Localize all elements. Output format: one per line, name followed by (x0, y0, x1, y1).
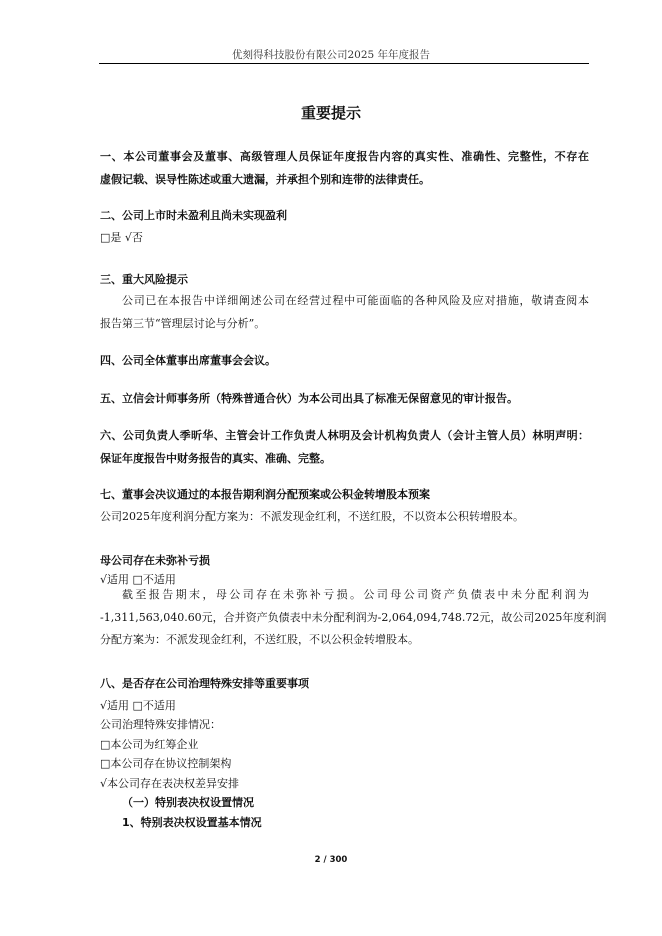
section-1-line-2: 虚假记载、误导性陈述或重大遗漏，并承担个别和连带的法律责任。 (100, 173, 430, 186)
section-8-options: √适用 □不适用 (100, 699, 176, 712)
governance-item-red-chip: □本公司为红筹企业 (100, 738, 199, 751)
section-2-heading: 二、公司上市时未盈利且尚未实现盈利 (100, 209, 287, 222)
parent-loss-text-line-2: -1,311,563,040.60元，合并资产负债表中未分配利润为-2,064,094,748.72元，故公司2025年度利润 (100, 611, 607, 624)
parent-loss-heading: 母公司存在未弥补亏损 (100, 554, 210, 567)
section-1-line-1: 一、本公司董事会及董事、高级管理人员保证年度报告内容的真实性、准确性、完整性，不存在 (100, 150, 589, 163)
report-header: 优刻得科技股份有限公司2025 年年度报告 (231, 49, 431, 61)
parent-loss-options: √适用 □不适用 (100, 573, 176, 586)
page-number: 2 / 300 (314, 855, 348, 865)
section-6-line-2: 保证年度报告中财务报告的真实、准确、完整。 (100, 452, 331, 465)
section-7-heading: 七、董事会决议通过的本报告期利润分配预案或公积金转增股本预案 (100, 488, 430, 501)
parent-loss-text-line-1: 截至报告期末，母公司存在未弥补亏损。公司母公司资产负债表中未分配利润为 (122, 588, 589, 601)
governance-item-dual-class: √本公司存在表决权差异安排 (100, 777, 240, 790)
section-7-text: 公司2025年度利润分配方案为：不派发现金红利，不送红股，不以资本公积转增股本。 (100, 510, 524, 523)
special-voting-basic-subheading: 1、特别表决权设置基本情况 (122, 816, 262, 829)
section-5-heading: 五、立信会计师事务所（特殊普通合伙）为本公司出具了标准无保留意见的审计报告。 (100, 392, 518, 405)
header-divider (99, 63, 589, 64)
section-2-options: □是 √否 (100, 231, 143, 244)
special-voting-subheading: （一）特别表决权设置情况 (122, 796, 254, 809)
section-6-line-1: 六、公司负责人季昕华、主管会计工作负责人林明及会计机构负责人（会计主管人员）林明声明： (100, 429, 589, 442)
governance-label: 公司治理特殊安排情况： (100, 718, 221, 731)
section-3-text-line-1: 公司已在本报告中详细阐述公司在经营过程中可能面临的各种风险及应对措施，敬请查阅本 (122, 294, 589, 307)
section-4-heading: 四、公司全体董事出席董事会会议。 (100, 354, 276, 367)
page-title: 重要提示 (300, 104, 361, 122)
section-8-heading: 八、是否存在公司治理特殊安排等重要事项 (100, 677, 309, 690)
governance-item-vie: □本公司存在协议控制架构 (100, 757, 232, 770)
parent-loss-text-line-3: 分配方案为：不派发现金红利，不送红股，不以公积金转增股本。 (100, 633, 419, 646)
section-3-heading: 三、重大风险提示 (100, 273, 188, 286)
section-3-text-line-2: 报告第三节“管理层讨论与分析”。 (100, 317, 266, 330)
